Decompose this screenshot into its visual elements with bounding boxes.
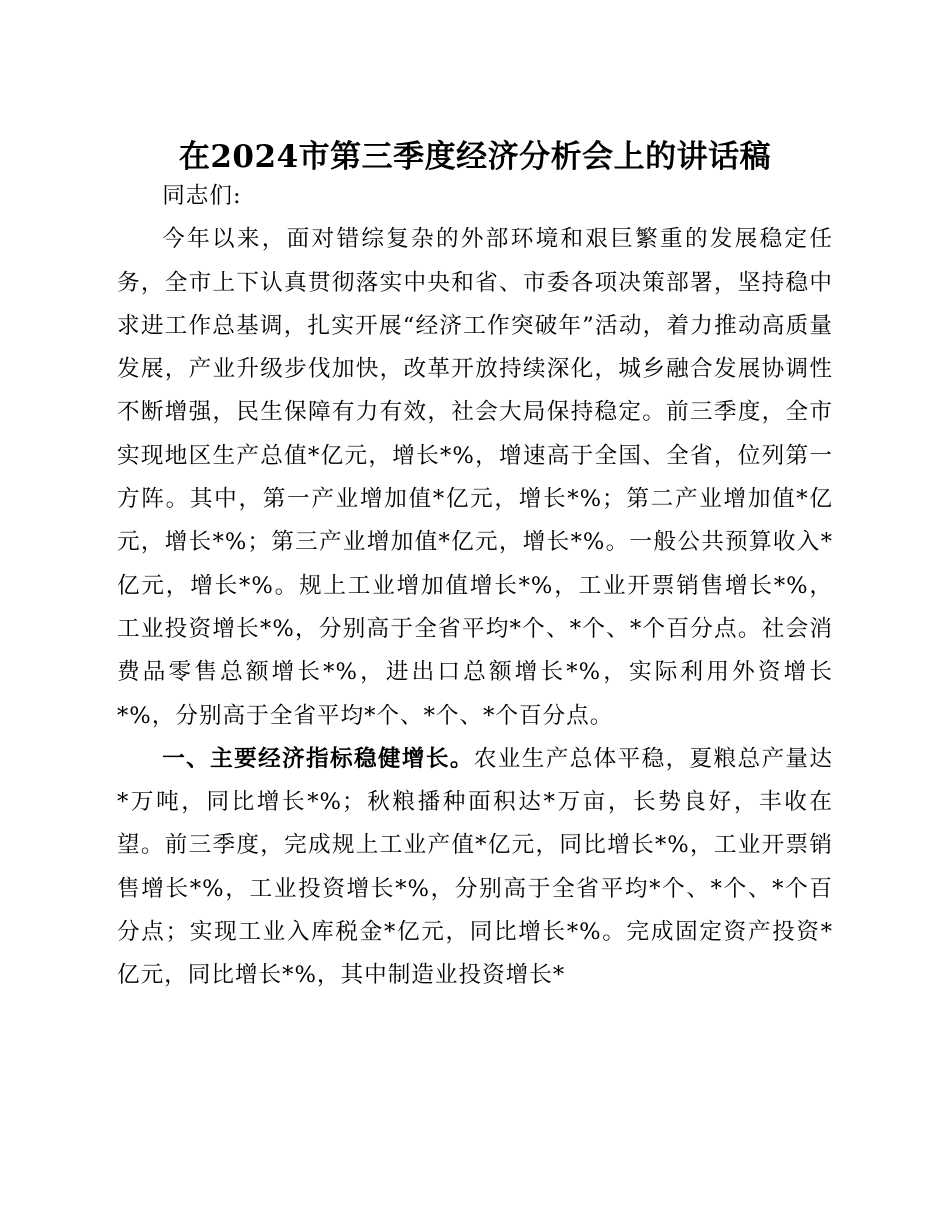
section-1-text: 农业生产总体平稳，夏粮总产量达*万吨，同比增长*%；秋粮播种面积达*万亩，长势良好，丰收在望。前三季度，完成规上工业产值*亿元，同比增长*%，工业开票销售增长*%，工业投资增长*%，分别高于全省平均*个、*个、*个百分点；实现工业入库税金*亿元，同比增长*%。完成固定资产投资*亿元，同比增长*%，其中制造业投资增长* xyxy=(117,745,834,989)
document-page xyxy=(117,0,833,1230)
salutation: 同志们: xyxy=(162,183,242,209)
document-body xyxy=(117,175,833,998)
section-1-heading: 一、主要经济指标稳健增长。 xyxy=(162,745,474,772)
document-title: 在2024市第三季度经济分析会上的讲话稿 xyxy=(178,139,772,175)
paragraph-section-1 xyxy=(117,738,833,998)
paragraph-intro: 今年以来，面对错综复杂的外部环境和艰巨繁重的发展稳定任务，全市上下认真贯彻落实中央和省、市委各项决策部署，坚持稳中求进工作总基调，扎实开展“经济工作突破年”活动，着力推动高质量发展，产业升级步伐加快，改革开放持续深化，城乡融合发展协调性不断增强，民生保障有力有效，社会大局保持稳定。前三季度，全市实现地区生产总值*亿元，增长*%，增速高于全国、全省，位列第一方阵。其中，第一产业增加值*亿元，增长*%；第二产业增加值*亿元，增长*%；第三产业增加值*亿元，增长*%。一般公共预算收入*亿元，增长*%。规上工业增加值增长*%，工业开票销售增长*%，工业投资增长*%，分别高于全省平均*个、*个、*个百分点。社会消费品零售总额增长*%，进出口总额增长*%，实际利用外资增长*%，分别高于全省平均*个、*个、*个百分点。 xyxy=(117,226,833,729)
